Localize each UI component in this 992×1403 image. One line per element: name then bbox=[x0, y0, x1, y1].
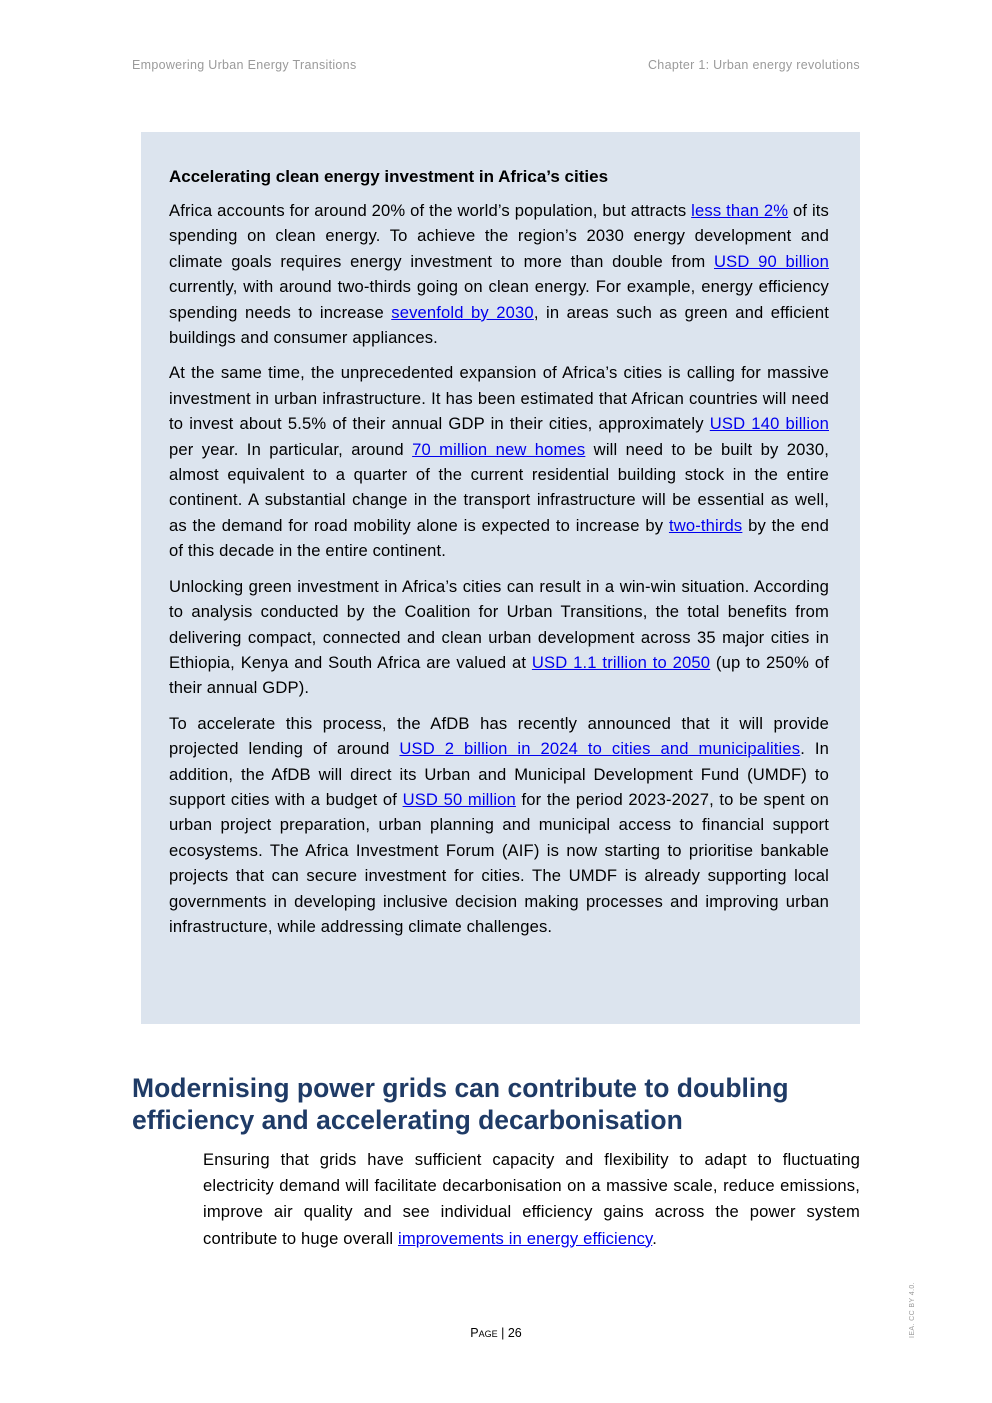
link-two-thirds[interactable]: two-thirds bbox=[668, 515, 743, 535]
box-paragraph bbox=[169, 360, 829, 563]
text-run: . In addition, the AfDB will direct its Urban and Municipal Development Fund (UMDF) to support cities with a budget of bbox=[169, 739, 829, 809]
info-box bbox=[141, 132, 860, 1024]
link-usd-50-million[interactable]: USD 50 million bbox=[402, 789, 516, 809]
link-usd-1-1-trillion[interactable]: USD 1.1 trillion to 2050 bbox=[531, 652, 711, 672]
link-sevenfold-by-2030[interactable]: sevenfold by 2030 bbox=[391, 302, 534, 322]
page-separator: | bbox=[497, 1326, 508, 1340]
page-number bbox=[0, 1326, 992, 1340]
page-number-value: 26 bbox=[507, 1326, 522, 1340]
text-run: of its spending on clean energy. To achieve the region’s 2030 energy development and climate goals requires energy investment to more than double from bbox=[169, 201, 829, 271]
running-header-chapter: Chapter 1: Urban energy revolutions bbox=[647, 58, 860, 72]
text-run: will need to be built by 2030, almost equivalent to a quarter of the current residential building stock in the entire continent. A substantial change in the transport infrastructure will be essential as well, as the demand for road mobility alone is expected to increase by bbox=[169, 439, 829, 535]
page-label: Page bbox=[470, 1326, 498, 1340]
box-paragraph bbox=[169, 198, 829, 350]
text-run: by the end of this decade in the entire continent. bbox=[169, 515, 829, 561]
link-usd-90-billion[interactable]: USD 90 billion bbox=[713, 251, 830, 271]
text-run: To accelerate this process, the AfDB has recently announced that it will provide projected lending of around bbox=[169, 713, 829, 759]
text-run: . bbox=[652, 1228, 658, 1248]
license-note: IEA. CC BY 4.0. bbox=[909, 1281, 916, 1338]
body-paragraph bbox=[203, 1147, 860, 1252]
text-run: , in areas such as green and efficient buildings and consumer appliances. bbox=[169, 302, 829, 348]
box-paragraph bbox=[169, 711, 829, 940]
text-run: Ensuring that grids have sufficient capacity and flexibility to adapt to fluctuating electricity demand will facilitate decarbonisation on a massive scale, reduce emissions, improve air quality and see individual efficiency gains across the power system contribute to huge overall bbox=[203, 1150, 860, 1248]
text-run: (up to 250% of their annual GDP). bbox=[169, 652, 829, 698]
text-run: Unlocking green investment in Africa’s cities can result in a win-win situation. According to analysis conducted by the Coalition for Urban Transitions, the total benefits from delivering compact, connected and clean urban development across 35 major cities in Ethiopia, Kenya and South Africa are valued at bbox=[169, 576, 829, 672]
text-run: Africa accounts for around 20% of the world’s population, but attracts bbox=[169, 201, 692, 220]
text-run: currently, with around two-thirds going on clean energy. For example, energy efficiency spending needs to increase bbox=[169, 277, 829, 322]
box-paragraph bbox=[169, 574, 829, 701]
text-run: per year. In particular, around bbox=[169, 439, 413, 459]
link-less-than-2pct[interactable]: less than 2% bbox=[691, 201, 789, 220]
link-70-million-new-homes[interactable]: 70 million new homes bbox=[412, 439, 586, 459]
section-heading: Modernising power grids can contribute to doubling efficiency and accelerating decarbonisation bbox=[132, 1073, 789, 1135]
link-usd-2-billion[interactable]: USD 2 billion in 2024 to cities and municipalities bbox=[399, 739, 801, 759]
box-title: Accelerating clean energy investment in Africa’s cities bbox=[169, 167, 609, 186]
link-improvements-in-energy-efficiency[interactable]: improvements in energy efficiency bbox=[398, 1228, 653, 1248]
text-run: for the period 2023-2027, to be spent on urban project preparation, urban planning and municipal access to financial support ecosystems. The Africa Investment Forum (AIF) is now starting to prioritise bankable projects that can secure investment for cities. The UMDF is already supporting local governments in developing inclusive decision making processes and improving urban infrastructure, while addressing climate challenges. bbox=[169, 789, 830, 936]
text-run: At the same time, the unprecedented expansion of Africa’s cities is calling for massive investment in urban infrastructure. It has been estimated that African countries will need to invest about 5.5% of their annual GDP in their cities, approximately bbox=[169, 363, 829, 434]
running-header-title: Empowering Urban Energy Transitions bbox=[132, 58, 357, 72]
link-usd-140-billion[interactable]: USD 140 billion bbox=[709, 414, 829, 434]
